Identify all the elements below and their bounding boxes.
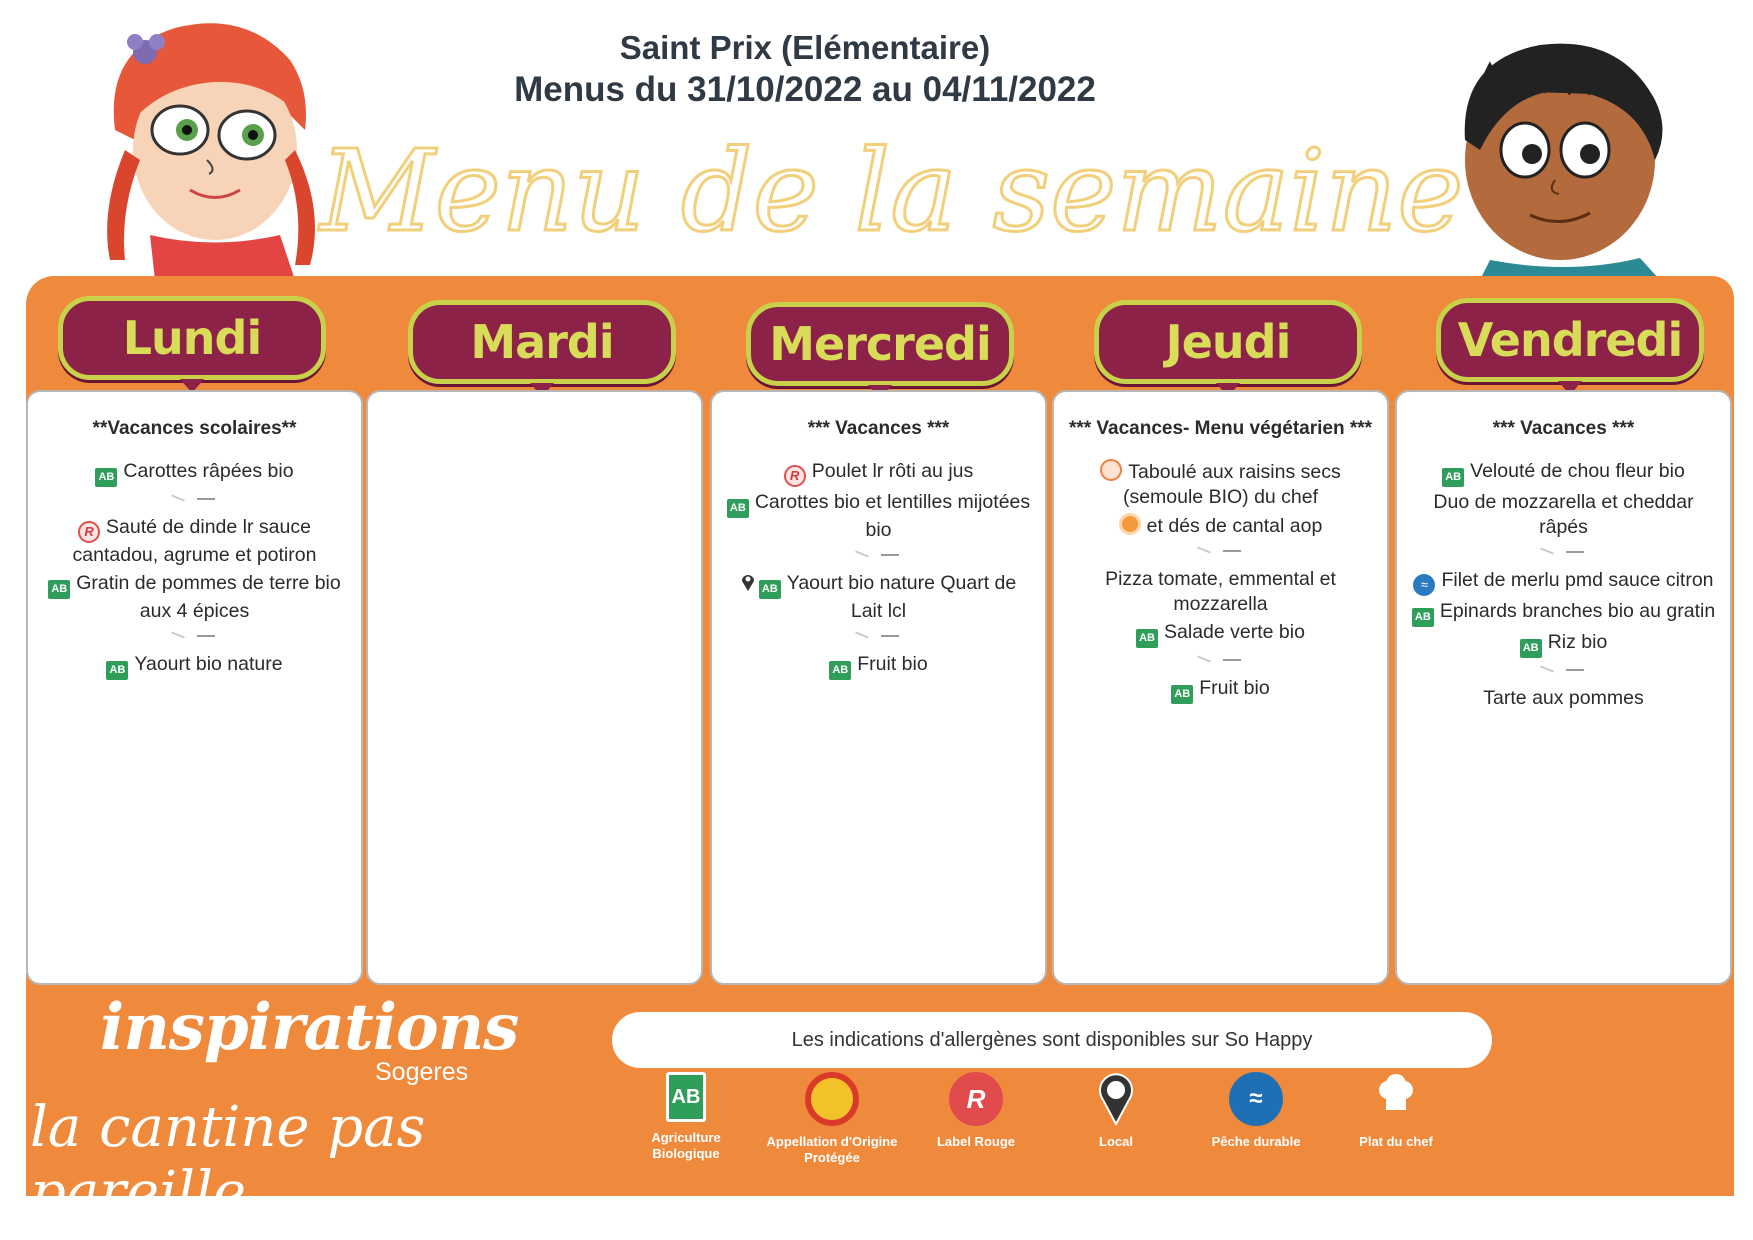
menu-item: [42, 515, 347, 568]
day-tab-lundi: [58, 296, 326, 380]
menu-item-label: Carottes bio et lentilles mijotées bio: [754, 491, 1031, 541]
menu-item-label: Yaourt bio nature Quart de Lait lcl: [786, 572, 1017, 622]
menu-item: [726, 571, 1031, 624]
legend-item-aop: [762, 1072, 902, 1166]
course-separator: [849, 628, 909, 642]
menu-item-label: Epinards branches bio au gratin: [1439, 600, 1716, 622]
legend-label: Local: [1099, 1134, 1133, 1149]
menu-item-label: Salade verte bio: [1164, 621, 1305, 643]
local-bio-icons: [741, 572, 787, 594]
ab-bio-icon: AB: [829, 661, 851, 680]
ab-bio-icon: AB: [1136, 629, 1158, 648]
menu-item: [1411, 686, 1716, 711]
menu-item: [1068, 459, 1373, 510]
menu-item-label: Fruit bio: [1199, 677, 1270, 699]
aop-icon: [805, 1072, 859, 1126]
course-separator: [1191, 543, 1251, 557]
menu-item: [1411, 459, 1716, 487]
menu-item-label: Taboulé aux raisins secs (semoule BIO) du chef: [1122, 461, 1341, 508]
day-name: Mercredi: [769, 317, 991, 371]
course-separator: [165, 628, 225, 642]
menu-item: [726, 490, 1031, 543]
day-column-lundi: [26, 390, 363, 985]
local-pin-icon: [741, 572, 755, 592]
course-separator: [1191, 652, 1251, 666]
legend-item-peche-durable: [1186, 1072, 1326, 1150]
menu-item: [1068, 567, 1373, 617]
day-tab-mercredi: [746, 302, 1014, 386]
local-icon: [1089, 1072, 1143, 1126]
day-header: *** Vacances- Menu végétarien ***: [1068, 418, 1373, 439]
menu-item: [1068, 676, 1373, 704]
day-column-mercredi: [710, 390, 1047, 985]
plat-du-chef-icon: [1369, 1072, 1423, 1126]
day-tab-jeudi: [1094, 300, 1362, 384]
peche-durable-icon: ≈: [1413, 574, 1435, 596]
menu-item-label: Yaourt bio nature: [134, 653, 283, 675]
ab-bio-icon: AB: [1171, 685, 1193, 704]
brand-subtitle: Sogeres: [375, 1058, 469, 1086]
boy-illustration: [1440, 30, 1680, 280]
course-separator: [1534, 662, 1594, 676]
menu-item: [726, 459, 1031, 487]
menu-item: [42, 459, 347, 487]
menu-item-label: Sauté de dinde lr sauce cantadou, agrume et potiron: [72, 516, 317, 566]
allergen-note: Les indications d'allergènes sont disponibles sur So Happy: [612, 1012, 1492, 1068]
ab-bio-icon: AB: [759, 580, 781, 599]
day-name: Lundi: [122, 311, 262, 365]
day-header: **Vacances scolaires**: [92, 418, 297, 439]
legend-label: Label Rouge: [936, 1134, 1015, 1149]
label-rouge-icon: R: [78, 521, 100, 543]
day-name: Jeudi: [1165, 315, 1291, 369]
brand-name: inspirations: [100, 990, 519, 1065]
menu-period: Menus du 31/10/2022 au 04/11/2022: [514, 70, 1096, 109]
menu-item: [726, 652, 1031, 680]
menu-item: [1411, 490, 1716, 540]
day-header: *** Vacances ***: [1492, 418, 1635, 439]
legend-label: Pêche durable: [1211, 1134, 1301, 1149]
menu-item-label: Duo de mozzarella et cheddar râpés: [1433, 491, 1694, 538]
menu-item: [1411, 599, 1716, 627]
ab-bio-icon: AB: [1520, 639, 1542, 658]
label-rouge-icon: R: [949, 1072, 1003, 1126]
day-name: Vendredi: [1457, 313, 1683, 367]
menu-item-label: Poulet lr rôti au jus: [811, 460, 974, 482]
legend-label: Agriculture Biologique: [651, 1130, 721, 1161]
menu-item-label: Velouté de chou fleur bio: [1470, 460, 1685, 482]
legend-item-label-rouge: [906, 1072, 1046, 1150]
menu-item: [1068, 513, 1373, 539]
script-title-text: Menu de la semaine: [320, 127, 1464, 257]
day-column-vendredi: [1395, 390, 1732, 985]
aop-icon: [1119, 513, 1141, 535]
ab-bio-icon: AB: [1412, 608, 1434, 627]
brand-block: [30, 990, 620, 1225]
menu-item-label: Tarte aux pommes: [1483, 687, 1644, 709]
legend-item-local: [1046, 1072, 1186, 1150]
brand-tagline: la cantine pas pareille: [30, 1095, 426, 1225]
course-separator: [1534, 544, 1594, 558]
day-header: *** Vacances ***: [807, 418, 950, 439]
menu-item-label: Carottes râpées bio: [123, 460, 294, 482]
day-tab-mardi: [408, 300, 676, 384]
girl-illustration: [95, 10, 355, 280]
agriculture-biologique-icon: AB: [666, 1072, 706, 1122]
course-separator: [165, 491, 225, 505]
ab-bio-icon: AB: [95, 468, 117, 487]
menu-item-label: Riz bio: [1547, 631, 1608, 653]
menu-item-label: et dés de cantal aop: [1146, 515, 1323, 537]
menu-item-label: Fruit bio: [857, 653, 928, 675]
ab-bio-icon: AB: [1442, 468, 1464, 487]
legend-item-plat-du-chef: [1326, 1072, 1466, 1150]
page-title: [480, 28, 1130, 112]
menu-item-label: Pizza tomate, emmental et mozzarella: [1105, 568, 1336, 615]
ab-bio-icon: AB: [727, 499, 749, 518]
day-column-mardi: [366, 390, 703, 985]
menu-item: [42, 652, 347, 680]
plat-du-chef-icon: [1100, 459, 1122, 481]
day-tab-vendredi: [1436, 298, 1704, 382]
ab-bio-icon: AB: [48, 580, 70, 599]
day-column-jeudi: [1052, 390, 1389, 985]
menu-item-label: Gratin de pommes de terre bio aux 4 épices: [76, 572, 341, 622]
legend-label: Plat du chef: [1359, 1134, 1433, 1149]
ab-bio-icon: AB: [106, 661, 128, 680]
peche-durable-icon: ≈: [1229, 1072, 1283, 1126]
legend-item-agriculture-biologique: [616, 1072, 756, 1162]
menu-item: [42, 571, 347, 624]
label-rouge-icon: R: [784, 465, 806, 487]
menu-item: [1411, 568, 1716, 596]
script-title: [300, 118, 1500, 268]
menu-item: [1068, 620, 1373, 648]
legend-label: Appellation d'Origine Protégée: [766, 1134, 898, 1165]
day-name: Mardi: [470, 315, 614, 369]
course-separator: [849, 547, 909, 561]
menu-item-label: Filet de merlu pmd sauce citron: [1441, 569, 1714, 591]
school-name: Saint Prix (Elémentaire): [619, 29, 991, 66]
menu-item: [1411, 630, 1716, 658]
